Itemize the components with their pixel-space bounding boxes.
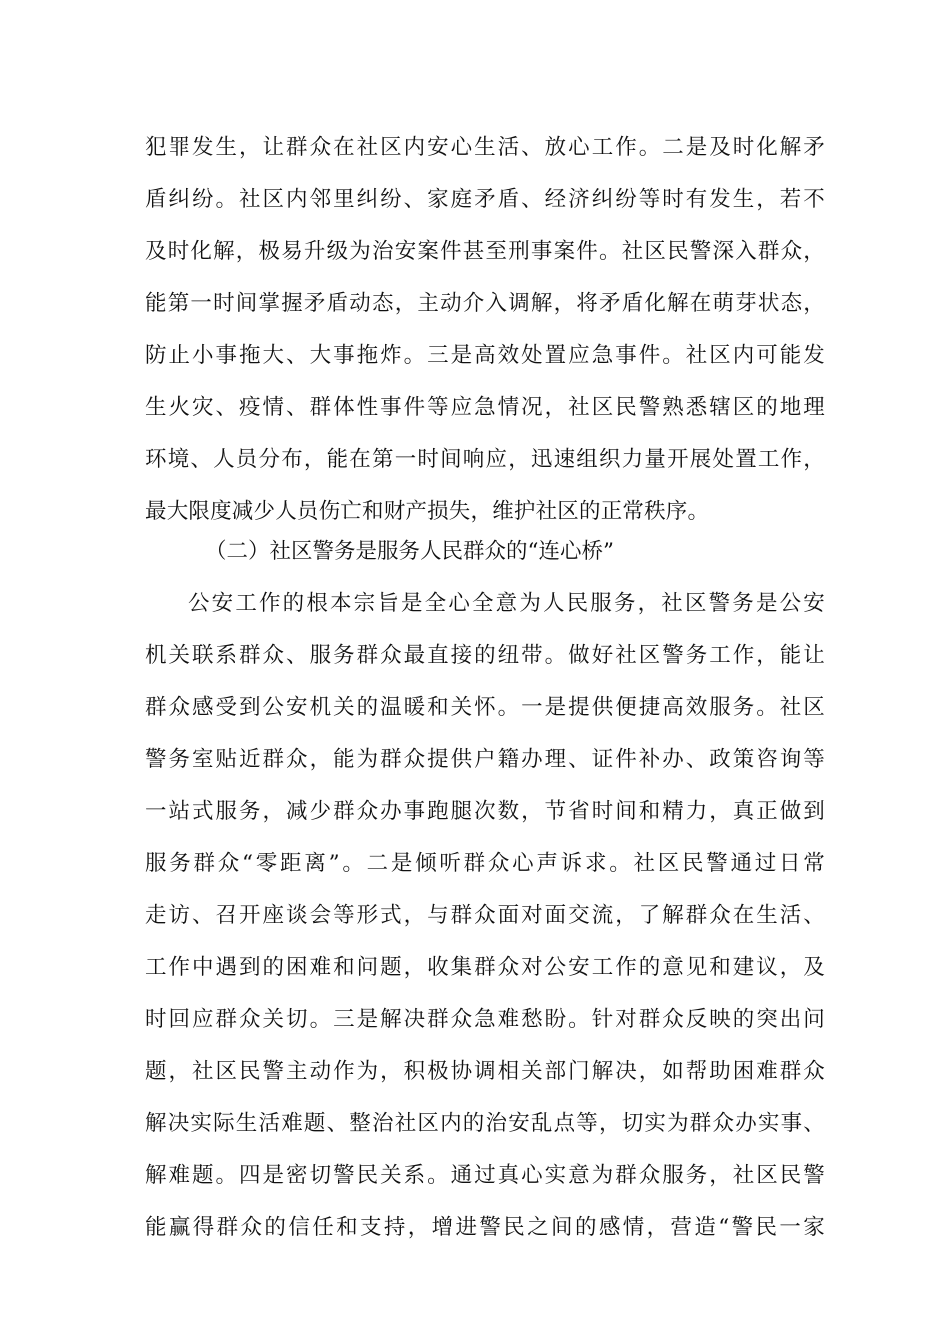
text-line: 及时化解，极易升级为治安案件甚至刑事案件。社区民警深入群众，: [145, 239, 825, 264]
text-line: 服务群众“零距离”。二是倾听群众心声诉求。社区民警通过日常: [145, 851, 825, 876]
text-line: 时回应群众关切。三是解决群众急难愁盼。针对群众反映的突出问: [145, 1007, 825, 1032]
text-line: 犯罪发生，让群众在社区内安心生活、放心工作。二是及时化解矛: [145, 135, 825, 160]
text-line: 解决实际生活难题、整治社区内的治安乱点等，切实为群众办实事、: [145, 1111, 825, 1136]
paragraph-safety: [145, 122, 825, 538]
text-line: 题，社区民警主动作为，积极协调相关部门解决，如帮助困难群众: [145, 1059, 825, 1084]
text-line: 警务室贴近群众，能为群众提供户籍办理、证件补办、政策咨询等: [145, 747, 825, 772]
text-line: 一站式服务，减少群众办事跑腿次数，节省时间和精力，真正做到: [145, 799, 825, 824]
text-line: 环境、人员分布，能在第一时间响应，迅速组织力量开展处置工作，: [145, 447, 825, 472]
text-line: 能第一时间掌握矛盾动态，主动介入调解，将矛盾化解在萌芽状态，: [145, 291, 825, 316]
text-line: 能赢得群众的信任和支持，增进警民之间的感情，营造“警民一家: [145, 1215, 825, 1240]
text-line: 公安工作的根本宗旨是全心全意为人民服务，社区警务是公安: [188, 591, 825, 616]
text-line: 工作中遇到的困难和问题，收集群众对公安工作的意见和建议，及: [145, 955, 825, 980]
paragraph-service: [145, 578, 825, 1254]
text-line: 最大限度减少人员伤亡和财产损失，维护社区的正常秩序。: [145, 499, 710, 524]
text-line: 盾纠纷。社区内邻里纠纷、家庭矛盾、经济纠纷等时有发生，若不: [145, 187, 825, 212]
text-line: 走访、召开座谈会等形式，与群众面对面交流，了解群众在生活、: [145, 903, 825, 928]
text-line: 解难题。四是密切警民关系。通过真心实意为群众服务，社区民警: [145, 1163, 825, 1188]
section-heading: （二）社区警务是服务人民群众的“连心桥”: [205, 539, 614, 564]
text-line: 生火灾、疫情、群体性事件等应急情况，社区民警熟悉辖区的地理: [145, 395, 825, 420]
text-line: 群众感受到公安机关的温暖和关怀。一是提供便捷高效服务。社区: [145, 695, 825, 720]
text-line: 机关联系群众、服务群众最直接的纽带。做好社区警务工作，能让: [145, 643, 825, 668]
text-line: 防止小事拖大、大事拖炸。三是高效处置应急事件。社区内可能发: [145, 343, 825, 368]
